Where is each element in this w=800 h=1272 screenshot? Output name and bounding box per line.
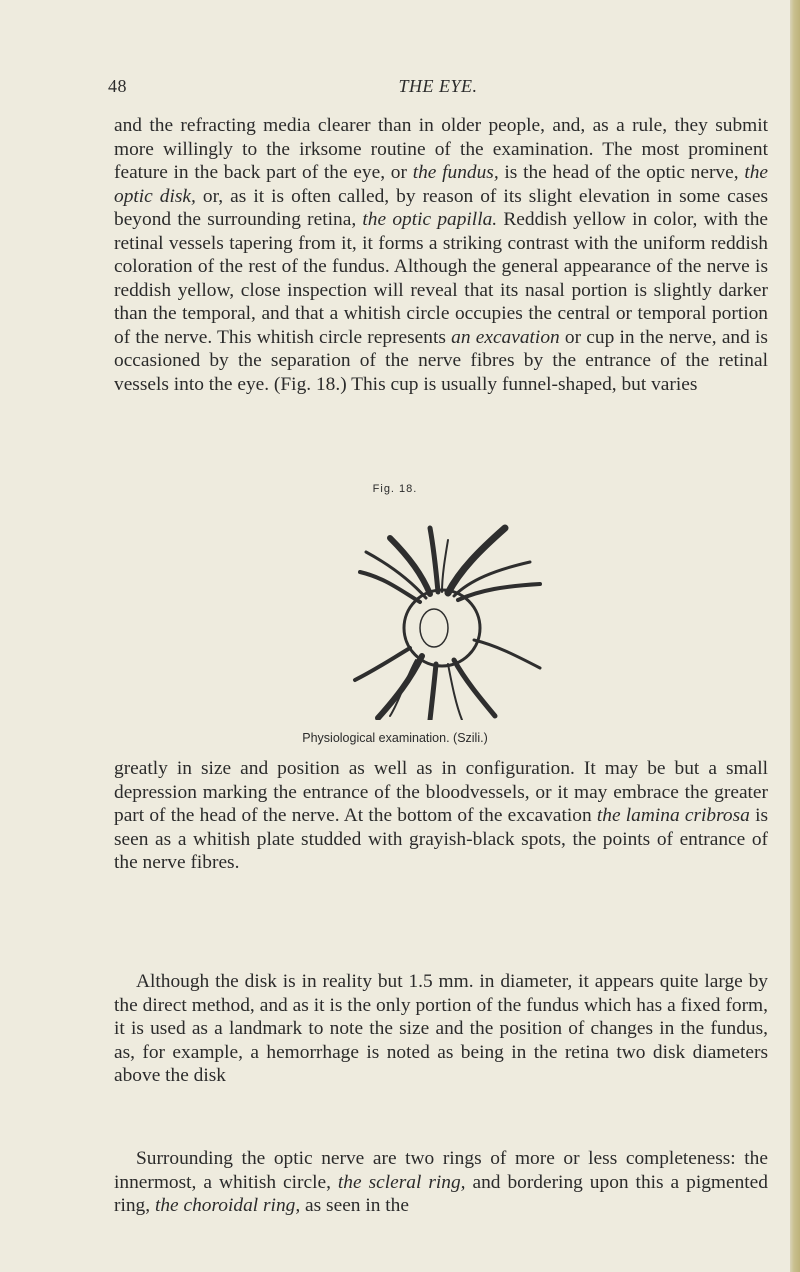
optic-disk-illustration: [330, 520, 560, 720]
page-number: 48: [108, 76, 127, 96]
running-head: THE EYE.: [398, 76, 478, 96]
paragraph-1: and the refracting media clearer than in older people, and, as a rule, they submit more willingly to the irksome routine of the examination. The most prominent feature in the back part of the eye, or the fundus, is the head of the optic nerve, the optic disk, or, as it is often called, by reason of its slight elevation in some cases beyond the surrounding retina, the optic papilla. Reddish yellow in color, with the retinal vessels tapering from it, it forms a striking contrast with the uniform reddish coloration of the rest of the fundus. Although the general appearance of the nerve is reddish yellow, close inspection will reveal that its nasal portion is slightly darker than the temporal, and that a whitish circle occupies the central or temporal portion of the nerve. This whitish circle represents an excavation or cup in the nerve, and is occasioned by the separation of the nerve fibres by the entrance of the retinal vessels into the eye. (Fig. 18.) This cup is usually funnel-shaped, but varies: [114, 115, 769, 395]
paragraph-2: greatly in size and position as well as in configuration. It may be but a small depression marking the entrance of the bloodvessels, or it may embrace the greater part of the head of the nerve. At the bottom of the excavation the lamina cribrosa is seen as a whitish plate studded with grayish-black spots, the points of entrance of the nerve fibres.: [114, 758, 769, 873]
paragraph-3: Although the disk is in reality but 1.5 mm. in diameter, it appears quite large by the direct method, and as it is the only portion of the fundus which has a fixed form, it is used as a landmark to note the size and the position of changes in the fundus, as, for example, a hemorrhage is noted as being in the retina two disk diameters above the disk: [114, 971, 768, 1086]
figure-label: Fig. 18.: [372, 483, 418, 495]
paragraph-4: Surrounding the optic nerve are two rings of more or less completeness: the innermost, a whitish circle, the scleral ring, and bordering upon this a pigmented ring, the choroidal ring, as seen in the: [114, 1148, 768, 1216]
figure-caption: Physiological examination. (Szili.): [302, 731, 488, 745]
book-edge: [790, 0, 800, 1272]
page-header: [108, 76, 768, 98]
